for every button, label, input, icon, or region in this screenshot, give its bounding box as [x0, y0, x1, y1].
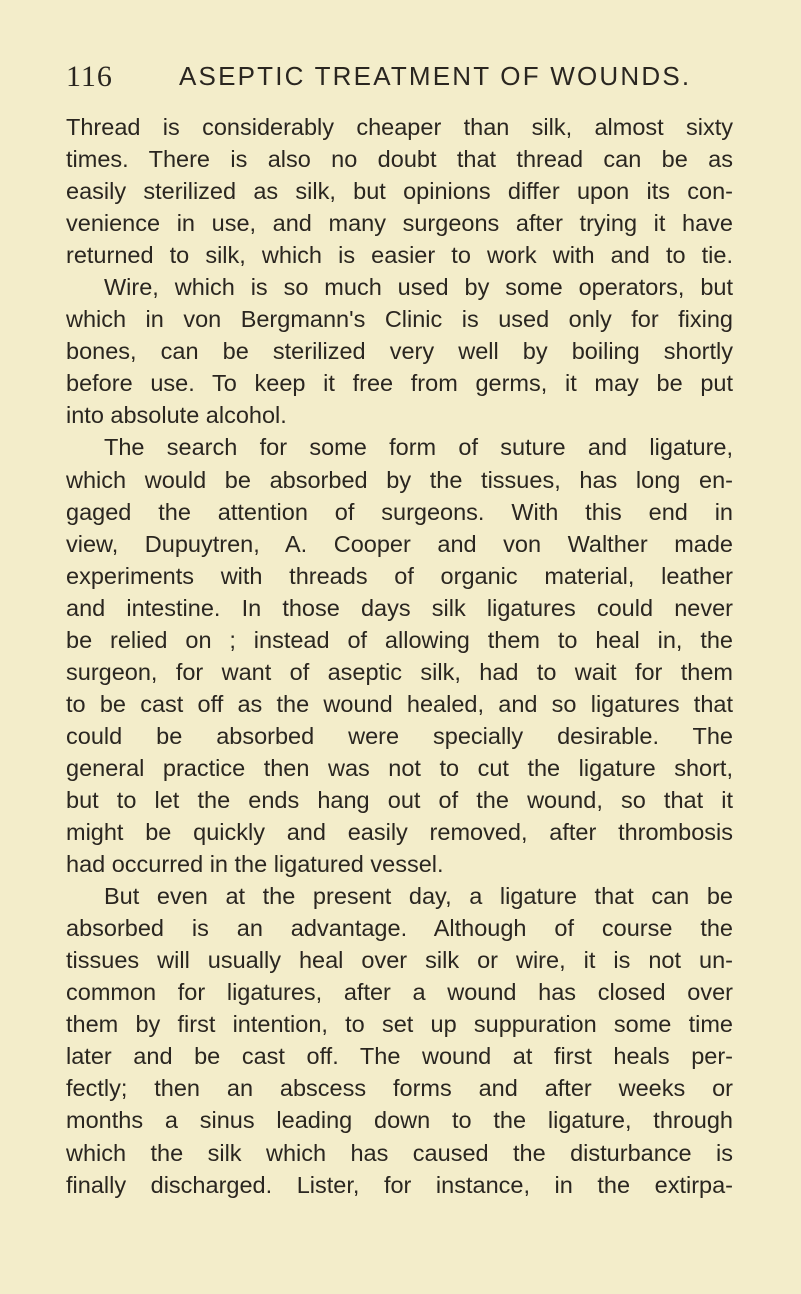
text-line: and intestine. In those days silk ligatures could never: [66, 594, 733, 621]
text-line: times. There is also no doubt that thread can be as: [66, 146, 733, 173]
text-line: experiments with threads of organic material, leather: [66, 562, 733, 589]
text-line: easily sterilized as silk, but opinions differ upon its con-: [66, 178, 733, 205]
text-line: common for ligatures, after a wound has closed over: [66, 979, 733, 1006]
text-line: But even at the present day, a ligature that can be: [104, 883, 733, 910]
text-line: before use. To keep it free from germs, it may be put: [66, 370, 733, 397]
text-line: but to let the ends hang out of the wound, so that it: [66, 786, 733, 813]
text-line: later and be cast off. The wound at first heals per-: [66, 1043, 733, 1070]
text-line: surgeon, for want of aseptic silk, had to wait for them: [66, 658, 733, 685]
body-text: [66, 111, 733, 1201]
page-header: [66, 60, 746, 100]
text-line: had occurred in the ligatured vessel.: [66, 851, 444, 878]
text-line: into absolute alcohol.: [66, 402, 287, 429]
text-line: The search for some form of suture and ligature,: [104, 434, 733, 461]
text-line: fectly; then an abscess forms and after weeks or: [66, 1075, 733, 1102]
running-title: ASEPTIC TREATMENT OF WOUNDS.: [179, 61, 692, 91]
text-line: finally discharged. Lister, for instance, in the extirpa-: [66, 1171, 733, 1198]
text-line: which would be absorbed by the tissues, has long en-: [66, 466, 733, 493]
text-line: view, Dupuytren, A. Cooper and von Walther made: [66, 530, 733, 557]
text-line: which in von Bergmann's Clinic is used only for fixing: [66, 306, 733, 333]
text-line: to be cast off as the wound healed, and so ligatures that: [66, 690, 733, 717]
text-line: gaged the attention of surgeons. With this end in: [66, 498, 733, 525]
text-line: which the silk which has caused the disturbance is: [66, 1139, 733, 1166]
text-line: might be quickly and easily removed, after thrombosis: [66, 819, 733, 846]
text-line: returned to silk, which is easier to work with and to tie.: [66, 242, 733, 269]
text-line: Thread is considerably cheaper than silk, almost sixty: [66, 114, 733, 140]
text-line: venience in use, and many surgeons after trying it have: [66, 210, 733, 237]
text-line: them by first intention, to set up suppuration some time: [66, 1011, 733, 1038]
text-line: months a sinus leading down to the ligature, through: [66, 1107, 733, 1134]
text-line: be relied on ; instead of allowing them to heal in, the: [66, 626, 733, 653]
page-number: 116: [66, 60, 113, 93]
text-line: could be absorbed were specially desirable. The: [66, 722, 733, 749]
text-line: general practice then was not to cut the ligature short,: [66, 754, 733, 781]
text-line: absorbed is an advantage. Although of course the: [66, 915, 733, 942]
text-line: Wire, which is so much used by some operators, but: [104, 274, 733, 301]
text-line: tissues will usually heal over silk or wire, it is not un-: [66, 947, 733, 974]
text-line: bones, can be sterilized very well by boiling shortly: [66, 338, 733, 365]
